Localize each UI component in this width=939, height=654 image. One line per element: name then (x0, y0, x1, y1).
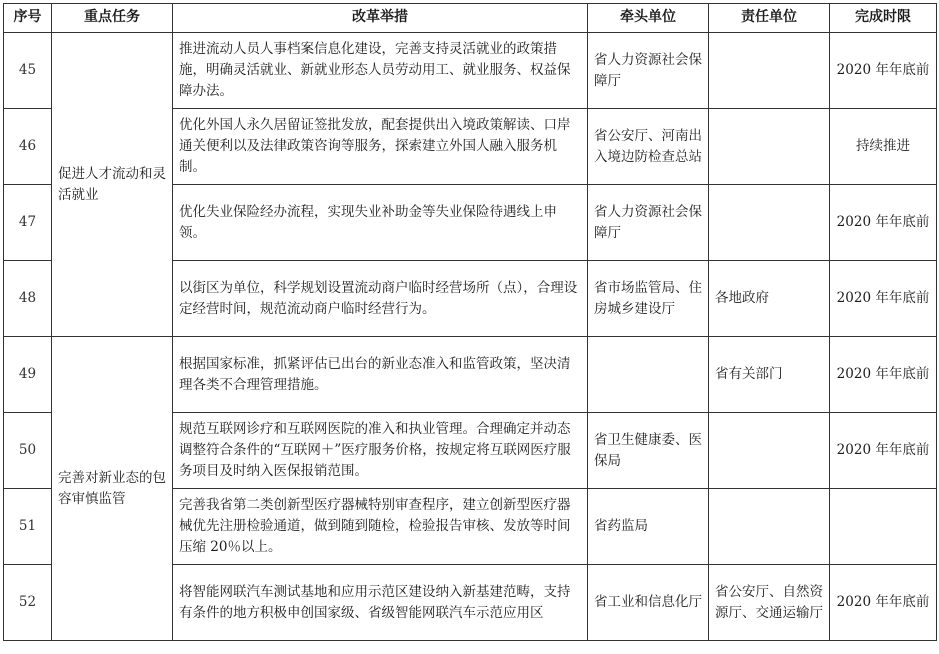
row-lead-unit: 省人力资源社会保障厅 (588, 33, 709, 109)
row-responsible-unit (709, 109, 830, 185)
row-responsible-unit: 省公安厅、自然资源厅、交通运输厅 (709, 565, 830, 641)
row-responsible-unit: 各地政府 (709, 261, 830, 337)
row-deadline: 2020 年年底前 (830, 33, 937, 109)
row-number: 47 (4, 185, 52, 261)
row-measure: 根据国家标准，抓紧评估已出台的新业态准入和监管政策，坚决清理各类不合理管理措施。 (173, 337, 588, 413)
row-number: 48 (4, 261, 52, 337)
row-measure: 推进流动人员人事档案信息化建设，完善支持灵活就业的政策措施，明确灵活就业、新就业形态人员劳动用工、就业服务、权益保障办法。 (173, 33, 588, 109)
row-deadline: 2020 年年底前 (830, 413, 937, 489)
task-group-talent: 促进人才流动和灵活就业 (52, 33, 173, 337)
row-deadline (830, 489, 937, 565)
row-measure: 完善我省第二类创新型医疗器械特别审查程序，建立创新型医疗器械优先注册检验通道，做到随到随检，检验报告审核、发放等时间压缩 20％以上。 (173, 489, 588, 565)
row-lead-unit: 省药监局 (588, 489, 709, 565)
row-responsible-unit: 省有关部门 (709, 337, 830, 413)
row-number: 45 (4, 33, 52, 109)
row-responsible-unit (709, 33, 830, 109)
row-responsible-unit (709, 185, 830, 261)
row-responsible-unit (709, 413, 830, 489)
row-lead-unit: 省卫生健康委、医保局 (588, 413, 709, 489)
header-lead: 牵头单位 (588, 4, 709, 33)
row-deadline: 2020 年年底前 (830, 261, 937, 337)
table-row (4, 337, 937, 413)
header-measure: 改革举措 (173, 4, 588, 33)
row-deadline: 持续推进 (830, 109, 937, 185)
row-deadline: 2020 年年底前 (830, 185, 937, 261)
row-lead-unit: 省市场监管局、住房城乡建设厅 (588, 261, 709, 337)
header-deadline: 完成时限 (830, 4, 937, 33)
row-measure: 将智能网联汽车测试基地和应用示范区建设纳入新基建范畴，支持有条件的地方积极申创国家级、省级智能网联汽车示范应用区 (173, 565, 588, 641)
row-measure: 优化外国人永久居留证签批发放，配套提供出入境政策解读、口岸通关便利以及法律政策咨询等服务，探索建立外国人融入服务机制。 (173, 109, 588, 185)
row-lead-unit: 省公安厅、河南出入境边防检查总站 (588, 109, 709, 185)
row-measure: 优化失业保险经办流程，实现失业补助金等失业保险待遇线上申领。 (173, 185, 588, 261)
row-deadline: 2020 年年底前 (830, 565, 937, 641)
row-lead-unit (588, 337, 709, 413)
row-number: 49 (4, 337, 52, 413)
task-group-new-business: 完善对新业态的包容审慎监管 (52, 337, 173, 641)
reform-measures-table (3, 3, 937, 641)
row-measure: 规范互联网诊疗和互联网医院的准入和执业管理。合理确定并动态调整符合条件的“互联网＋”医疗服务价格，按规定将互联网医疗服务项目及时纳入医保报销范围。 (173, 413, 588, 489)
row-lead-unit: 省工业和信息化厅 (588, 565, 709, 641)
row-measure: 以街区为单位，科学规划设置流动商户临时经营场所（点），合理设定经营时间，规范流动商户临时经营行为。 (173, 261, 588, 337)
header-task: 重点任务 (52, 4, 173, 33)
row-deadline: 2020 年年底前 (830, 337, 937, 413)
row-number: 50 (4, 413, 52, 489)
table-row (4, 33, 937, 109)
header-responsible: 责任单位 (709, 4, 830, 33)
row-responsible-unit (709, 489, 830, 565)
row-number: 52 (4, 565, 52, 641)
row-number: 46 (4, 109, 52, 185)
row-number: 51 (4, 489, 52, 565)
header-num: 序号 (4, 4, 52, 33)
row-lead-unit: 省人力资源社会保障厅 (588, 185, 709, 261)
table-header-row (4, 4, 937, 33)
